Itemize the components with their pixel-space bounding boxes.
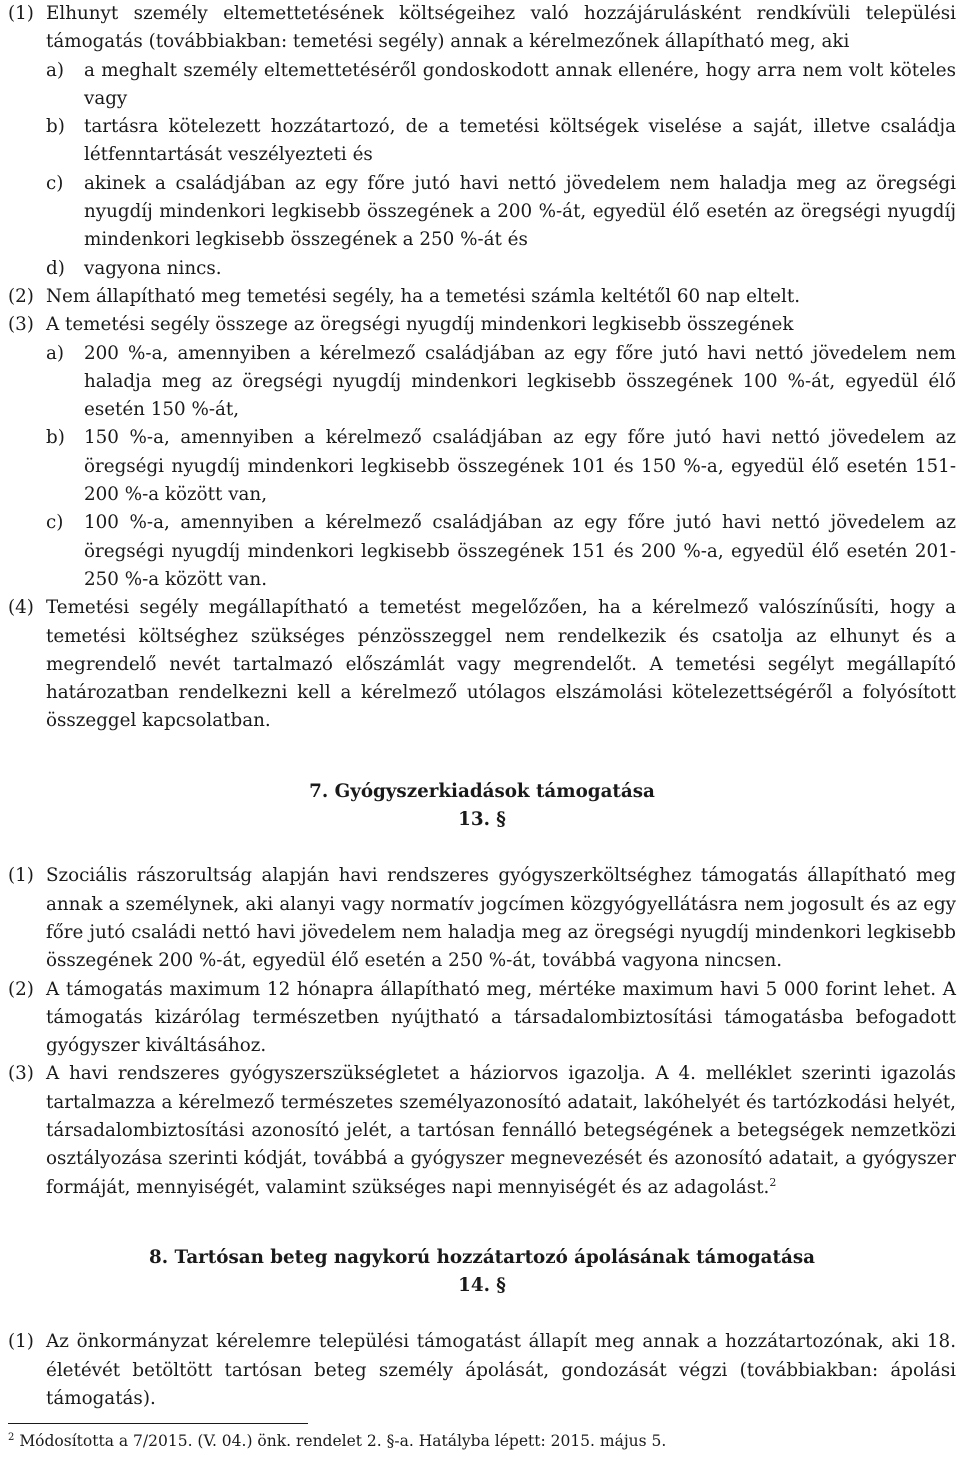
paragraph-1 (8, 0, 956, 283)
paragraph-3 (8, 1060, 956, 1201)
section-title: 7. Gyógyszerkiadások támogatása (309, 780, 655, 802)
paragraph-1 (8, 1328, 956, 1413)
item-label: a) (46, 59, 65, 81)
list-item (46, 57, 956, 114)
list-item (46, 424, 956, 509)
item-text: akinek a családjában az egy főre jutó havi nettó jövedelem nem haladja meg az öregségi nyugdíj mindenkori legkisebb összegének a 200 %-át, egyedül élő esetén az öregségi nyugdíj mindenkori legkisebb összegének a 250 %-át és (84, 172, 956, 251)
paragraph-number: (1) (8, 1331, 34, 1353)
list-item (46, 509, 956, 594)
list-item (46, 340, 956, 425)
footnote (8, 1430, 956, 1452)
footnote-marker: 2 (8, 1432, 15, 1444)
item-label: d) (46, 257, 65, 279)
paragraph-number: (3) (8, 1063, 34, 1085)
item-label: b) (46, 427, 65, 449)
paragraph-text: Temetési segély megállapítható a temetést megelőzően, ha a kérelmező valószínűsíti, hogy a temetési költséghez szükséges pénzösszeggel nem rendelkezik és csatolja az elhunyt és a megrendelő nevét tartalmazó előszámlát vagy megrendelőt. A temetési segélyt megállapító határozatban rendelkezni kell a kérelmező utólagos elszámolási kötelezettségéről a folyósított összeggel kapcsolatban. (46, 597, 956, 732)
paragraph-number: (4) (8, 597, 34, 619)
section-number: 13. § (458, 809, 506, 831)
item-text: 100 %-a, amennyiben a kérelmező családjában az egy főre jutó havi nettó jövedelem az öregségi nyugdíj mindenkori legkisebb összegének 151 és 200 %-a, egyedül élő esetén 201-250 %-a között van. (84, 512, 956, 590)
paragraph-lead: A temetési segély összege az öregségi nyugdíj mindenkori legkisebb összegének (46, 314, 794, 336)
item-text: tartásra kötelezett hozzátartozó, de a temetési költségek viselése a saját, illetve családja létfenntartását veszélyezteti és (84, 116, 956, 166)
item-text: vagyona nincs. (84, 257, 222, 279)
paragraph-number: (2) (8, 285, 34, 307)
section-number: 14. § (458, 1275, 506, 1297)
paragraph-1 (8, 862, 956, 975)
list-item (46, 255, 956, 283)
footnote-reference[interactable]: 2 (769, 1175, 777, 1189)
item-label: b) (46, 116, 65, 138)
paragraph-number: (3) (8, 314, 34, 336)
item-label: a) (46, 342, 65, 364)
paragraph-number: (1) (8, 3, 34, 24)
paragraph-text: Nem állapítható meg temetési segély, ha a temetési számla keltétől 60 nap eltelt. (46, 285, 801, 307)
paragraph-text: A támogatás maximum 12 hónapra állapítható meg, mértéke maximum havi 5 000 forint lehet. A támogatás kizárólag természetben nyújtható a társadalombiztosítási támogatásba befogadott gyógyszer kiváltásához. (46, 978, 956, 1057)
footnote-text: Módosította a 7/2015. (V. 04.) önk. rendelet 2. §-a. Hatályba lépett: 2015. május 5. (19, 1432, 667, 1451)
footnote-divider (8, 1423, 308, 1424)
paragraph-2 (8, 976, 956, 1061)
paragraph-lead: Elhunyt személy eltemettetésének költségeihez való hozzájárulásként rendkívüli települési támogatás (továbbiakban: temetési segély) annak a kérelmezőnek állapítható meg, aki (46, 3, 956, 53)
paragraph-text: A havi rendszeres gyógyszerszükségletet a háziorvos igazolja. A 4. melléklet szerinti igazolás tartalmazza a kérelmező természetes személyazonosító adatait, lakóhelyét és tartózkodási helyét, társadalombiztosítási azonosító jelét, a tartósan fennálló betegségének a betegségek nemzetközi osztályozása szerinti kódját, továbbá a gyógyszer megnevezését és azonosító adatait, a gyógyszer formáját, mennyiségét, valamint szükséges napi mennyiségét és az adagolást. (46, 1063, 956, 1198)
document-page (8, 0, 956, 1452)
item-text: 200 %-a, amennyiben a kérelmező családjában az egy főre jutó havi nettó jövedelem nem haladja meg az öregségi nyugdíj mindenkori legkisebb összegének 100 %-át, egyedül élő esetén 150 %-át, (84, 342, 956, 421)
paragraph-number: (2) (8, 978, 34, 1000)
item-label: c) (46, 172, 64, 194)
section-title: 8. Tartósan beteg nagykorú hozzátartozó ápolásának támogatása (149, 1246, 815, 1268)
paragraph-text: Az önkormányzat kérelemre települési támogatást állapít meg annak a hozzátartozónak, aki 18. életévét betöltött tartósan beteg személy ápolását, gondozását végzi (továbbiakban: ápolási támogatás). (46, 1331, 956, 1410)
paragraph-4 (8, 594, 956, 735)
paragraph-3 (8, 311, 956, 594)
paragraph-text: Szociális rászorultság alapján havi rendszeres gyógyszerköltséghez támogatás állapítható meg annak a személynek, aki alanyi vagy normatív jogcímen közgyógyellátásra nem jogosult és az egy főre jutó családi nettó havi jövedelem nem haladja meg az öregségi nyugdíj mindenkori legkisebb összegének 200 %-át, egyedül élő esetén a 250 %-át, továbbá vagyona nincsen. (46, 865, 956, 972)
item-text: 150 %-a, amennyiben a kérelmező családjában az egy főre jutó havi nettó jövedelem az öregségi nyugdíj mindenkori legkisebb összegének 101 és 150 %-a, egyedül élő esetén 151-200 %-a között van, (84, 427, 956, 506)
paragraph-2 (8, 283, 956, 311)
list-item (46, 113, 956, 170)
list-item (46, 170, 956, 255)
item-text: a meghalt személy eltemettetéséről gondoskodott annak ellenére, hogy arra nem volt köteles vagy (84, 59, 956, 109)
item-label: c) (46, 512, 64, 534)
paragraph-number: (1) (8, 865, 34, 887)
